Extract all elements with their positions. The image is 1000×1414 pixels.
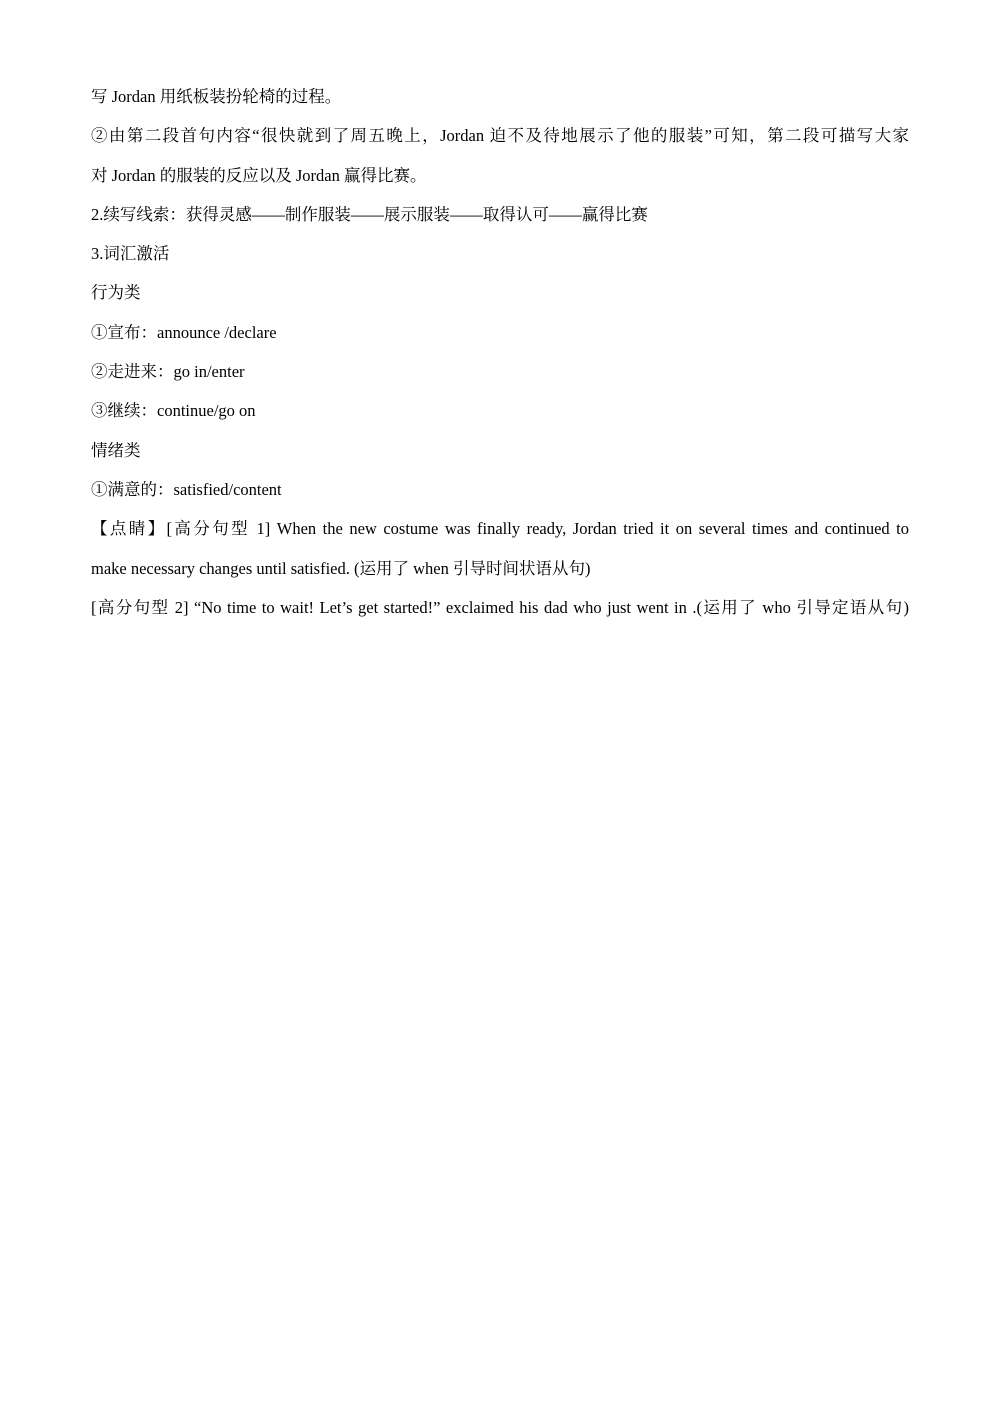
document-body	[91, 86, 909, 636]
vocab-item: ①宣布：announce /declare	[91, 322, 277, 342]
text-line: [高分句型 2] “No time to wait! Let’s get started!” exclaimed his dad who just went in .(运用了 who 引导定语从句)	[91, 597, 909, 617]
text-line: 【点睛】[高分句型 1] When the new costume was finally ready, Jordan tried it on several times and continued to	[91, 519, 909, 539]
text-line: ②由第二段首句内容“很快就到了周五晚上，Jordan 迫不及待地展示了他的服装”可知，第二段可描写大家	[91, 126, 909, 146]
text-line: 写 Jordan 用纸板装扮轮椅的过程。	[91, 87, 342, 106]
vocab-item: ①满意的：satisfied/content	[91, 479, 282, 499]
category-label: 行为类	[91, 283, 141, 303]
text-line: 对 Jordan 的服装的反应以及 Jordan 赢得比赛。	[91, 165, 427, 185]
section-heading: 2.续写线索：获得灵感——制作服装——展示服装——取得认可——赢得比赛	[91, 204, 648, 224]
vocab-item: ③继续：continue/go on	[91, 401, 256, 421]
section-heading: 3.词汇激活	[91, 244, 170, 264]
category-label: 情绪类	[91, 440, 141, 460]
text-line: make necessary changes until satisfied. (运用了 when 引导时间状语从句)	[91, 558, 591, 578]
vocab-item: ②走进来：go in/enter	[91, 362, 245, 382]
